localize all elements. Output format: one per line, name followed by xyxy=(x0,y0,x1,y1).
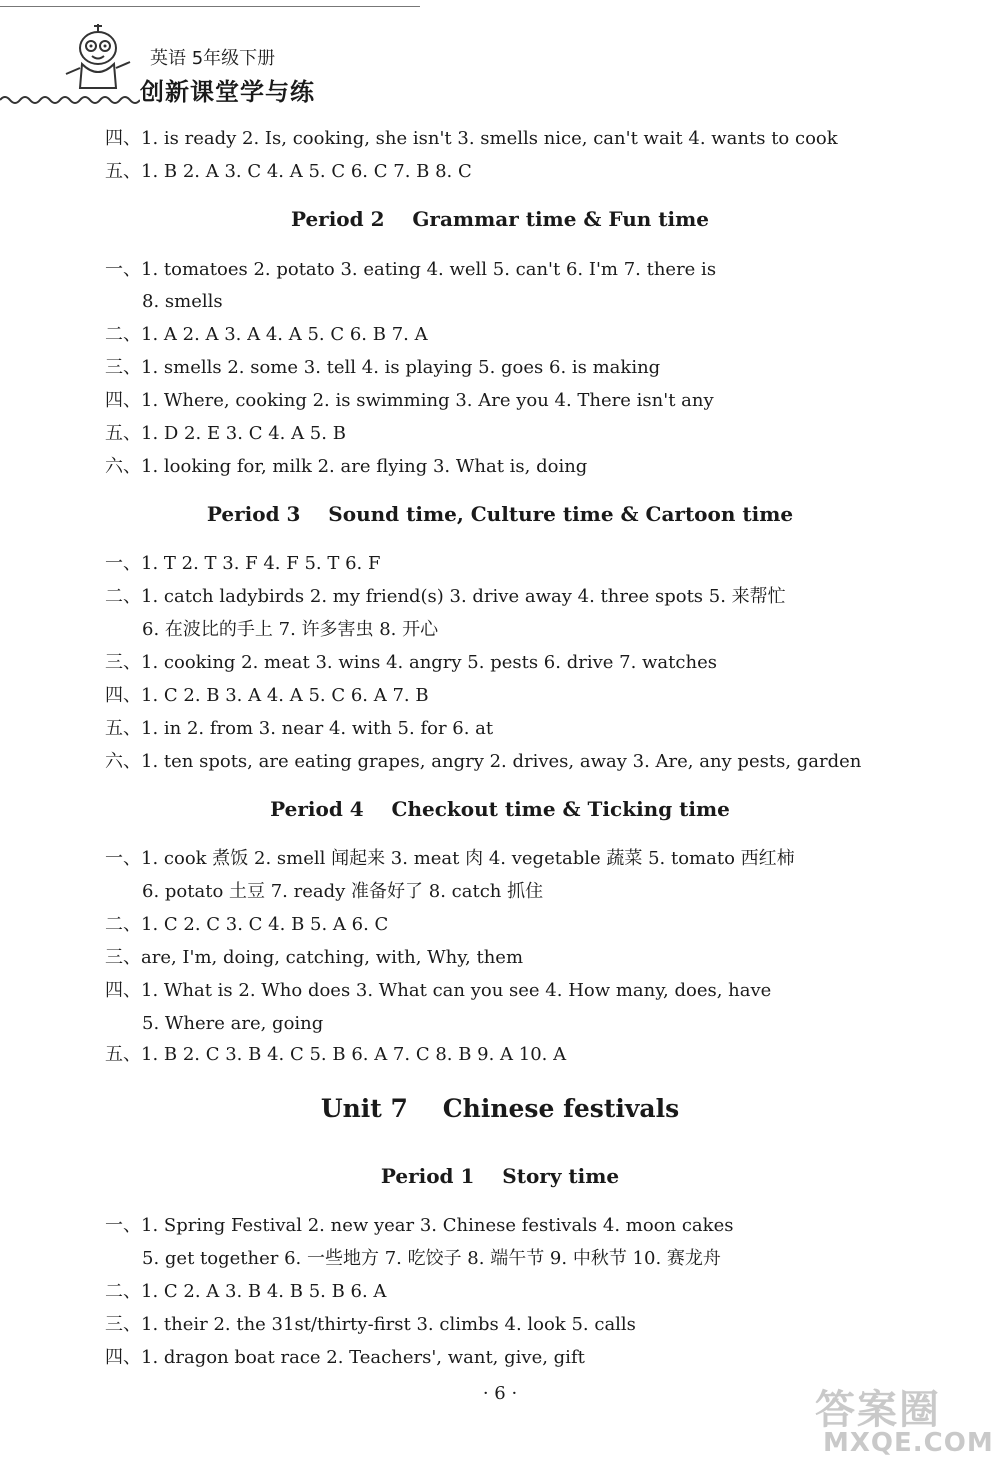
answer-row xyxy=(105,585,786,609)
answer-text: 6. potato 土豆 7. ready 准备好了 8. catch 抓住 xyxy=(142,881,544,902)
answer-text: 1. tomatoes 2. potato 3. eating 4. well 5. can't 6. I'm 7. there is xyxy=(141,259,717,280)
answer-text: 1. A 2. A 3. A 4. A 5. C 6. B 7. A xyxy=(141,324,428,345)
answer-text: 5. get together 6. 一些地方 7. 吃饺子 8. 端午节 9. 中秋节 10. 赛龙舟 xyxy=(142,1248,721,1269)
answer-row xyxy=(105,1043,566,1067)
period-3-heading: Period 3 Sound time, Culture time & Cartoon time xyxy=(206,502,794,526)
answer-row xyxy=(105,684,429,708)
answer-row xyxy=(105,913,388,937)
answer-row xyxy=(142,1012,323,1036)
section-label: 六、 xyxy=(105,751,141,772)
answer-row xyxy=(105,160,472,184)
answer-row xyxy=(105,356,660,380)
answer-text: 1. looking for, milk 2. are flying 3. What is, doing xyxy=(141,456,588,477)
period-2-heading: Period 2 Grammar time & Fun time xyxy=(290,207,710,231)
section-label: 一、 xyxy=(105,553,141,574)
section-label: 二、 xyxy=(105,914,141,935)
answer-text: 1. their 2. the 31st/thirty-first 3. climbs 4. look 5. calls xyxy=(141,1314,636,1335)
period-1-heading: Period 1 Story time xyxy=(380,1164,620,1188)
section-label: 四、 xyxy=(105,390,141,411)
answer-row xyxy=(105,389,714,413)
answer-text: 5. Where are, going xyxy=(142,1013,324,1034)
section-label: 三、 xyxy=(105,652,141,673)
answer-text: 1. cooking 2. meat 3. wins 4. angry 5. pests 6. drive 7. watches xyxy=(141,652,717,673)
watermark xyxy=(815,1378,995,1460)
section-label: 一、 xyxy=(105,848,141,869)
section-label: 四、 xyxy=(105,128,141,149)
answer-row xyxy=(105,323,428,347)
answer-row xyxy=(105,127,838,151)
answer-row xyxy=(105,455,587,479)
answer-text: 1. Spring Festival 2. new year 3. Chinese festivals 4. moon cakes xyxy=(141,1215,734,1236)
answer-text: 1. Where, cooking 2. is swimming 3. Are you 4. There isn't any xyxy=(141,390,714,411)
answer-text: 1. B 2. A 3. C 4. A 5. C 6. C 7. B 8. C xyxy=(141,161,472,182)
section-label: 四、 xyxy=(105,685,141,706)
answer-text: 1. What is 2. Who does 3. What can you see 4. How many, does, have xyxy=(141,980,772,1001)
watermark-url: MXQE.COM xyxy=(823,1428,994,1458)
answer-row xyxy=(105,422,346,446)
answer-text: 6. 在波比的手上 7. 许多害虫 8. 开心 xyxy=(142,619,439,640)
answer-row xyxy=(105,717,493,741)
answer-row xyxy=(105,1214,733,1238)
top-rule xyxy=(0,6,420,7)
answer-text: 8. smells xyxy=(142,291,223,312)
section-label: 六、 xyxy=(105,456,141,477)
answer-row xyxy=(105,258,716,282)
answer-text: are, I'm, doing, catching, with, Why, them xyxy=(141,947,524,968)
answer-text: 1. smells 2. some 3. tell 4. is playing 5. goes 6. is making xyxy=(141,357,661,378)
answer-row xyxy=(142,290,223,314)
mascot-logo-icon xyxy=(58,18,138,98)
page-number: · 6 · xyxy=(482,1383,518,1404)
section-label: 二、 xyxy=(105,324,141,345)
wave-decoration-icon xyxy=(0,92,140,108)
answer-row xyxy=(105,1313,636,1337)
section-label: 五、 xyxy=(105,423,141,444)
section-label: 一、 xyxy=(105,1215,141,1236)
section-label: 三、 xyxy=(105,357,141,378)
unit-7-heading: Unit 7 Chinese festivals xyxy=(320,1094,680,1123)
section-label: 五、 xyxy=(105,161,141,182)
answer-text: 1. C 2. A 3. B 4. B 5. B 6. A xyxy=(141,1281,387,1302)
watermark-title: 答案圈 xyxy=(815,1387,941,1433)
section-label: 二、 xyxy=(105,586,141,607)
answer-row xyxy=(142,618,438,642)
page-header xyxy=(0,0,1000,110)
section-label: 五、 xyxy=(105,718,141,739)
answer-row xyxy=(105,552,380,576)
section-label: 三、 xyxy=(105,947,141,968)
answer-text: 1. B 2. C 3. B 4. C 5. B 6. A 7. C 8. B 9. A 10. A xyxy=(141,1044,567,1065)
section-label: 五、 xyxy=(105,1044,141,1065)
answer-row xyxy=(142,1247,721,1271)
answer-text: 1. C 2. C 3. C 4. B 5. A 6. C xyxy=(141,914,389,935)
answer-row xyxy=(105,750,861,774)
answer-text: 1. C 2. B 3. A 4. A 5. C 6. A 7. B xyxy=(141,685,429,706)
section-label: 一、 xyxy=(105,259,141,280)
section-label: 四、 xyxy=(105,980,141,1001)
answer-text: 1. T 2. T 3. F 4. F 5. T 6. F xyxy=(141,553,381,574)
answer-row xyxy=(105,946,523,970)
answer-text: 1. catch ladybirds 2. my friend(s) 3. drive away 4. three spots 5. 来帮忙 xyxy=(141,586,786,607)
section-label: 四、 xyxy=(105,1347,141,1368)
answer-row xyxy=(105,1346,585,1370)
answer-text: 1. dragon boat race 2. Teachers', want, give, gift xyxy=(141,1347,585,1368)
answer-text: 1. D 2. E 3. C 4. A 5. B xyxy=(141,423,346,444)
period-4-heading: Period 4 Checkout time & Ticking time xyxy=(270,797,730,821)
answer-text: 1. cook 煮饭 2. smell 闻起来 3. meat 肉 4. vegetable 蔬菜 5. tomato 西红柿 xyxy=(141,848,795,869)
answer-text: 1. is ready 2. Is, cooking, she isn't 3. smells nice, can't wait 4. wants to cook xyxy=(141,128,838,149)
header-subject: 英语 5年级下册 xyxy=(150,48,276,69)
header-title: 创新课堂学与练 xyxy=(140,78,315,106)
section-label: 二、 xyxy=(105,1281,141,1302)
answer-row xyxy=(142,880,543,904)
answer-row xyxy=(105,1280,386,1304)
answer-text: 1. in 2. from 3. near 4. with 5. for 6. at xyxy=(141,718,494,739)
answer-text: 1. ten spots, are eating grapes, angry 2. drives, away 3. Are, any pests, garden xyxy=(141,751,862,772)
answer-row xyxy=(105,651,717,675)
answer-row xyxy=(105,847,795,871)
section-label: 三、 xyxy=(105,1314,141,1335)
answer-row xyxy=(105,979,771,1003)
